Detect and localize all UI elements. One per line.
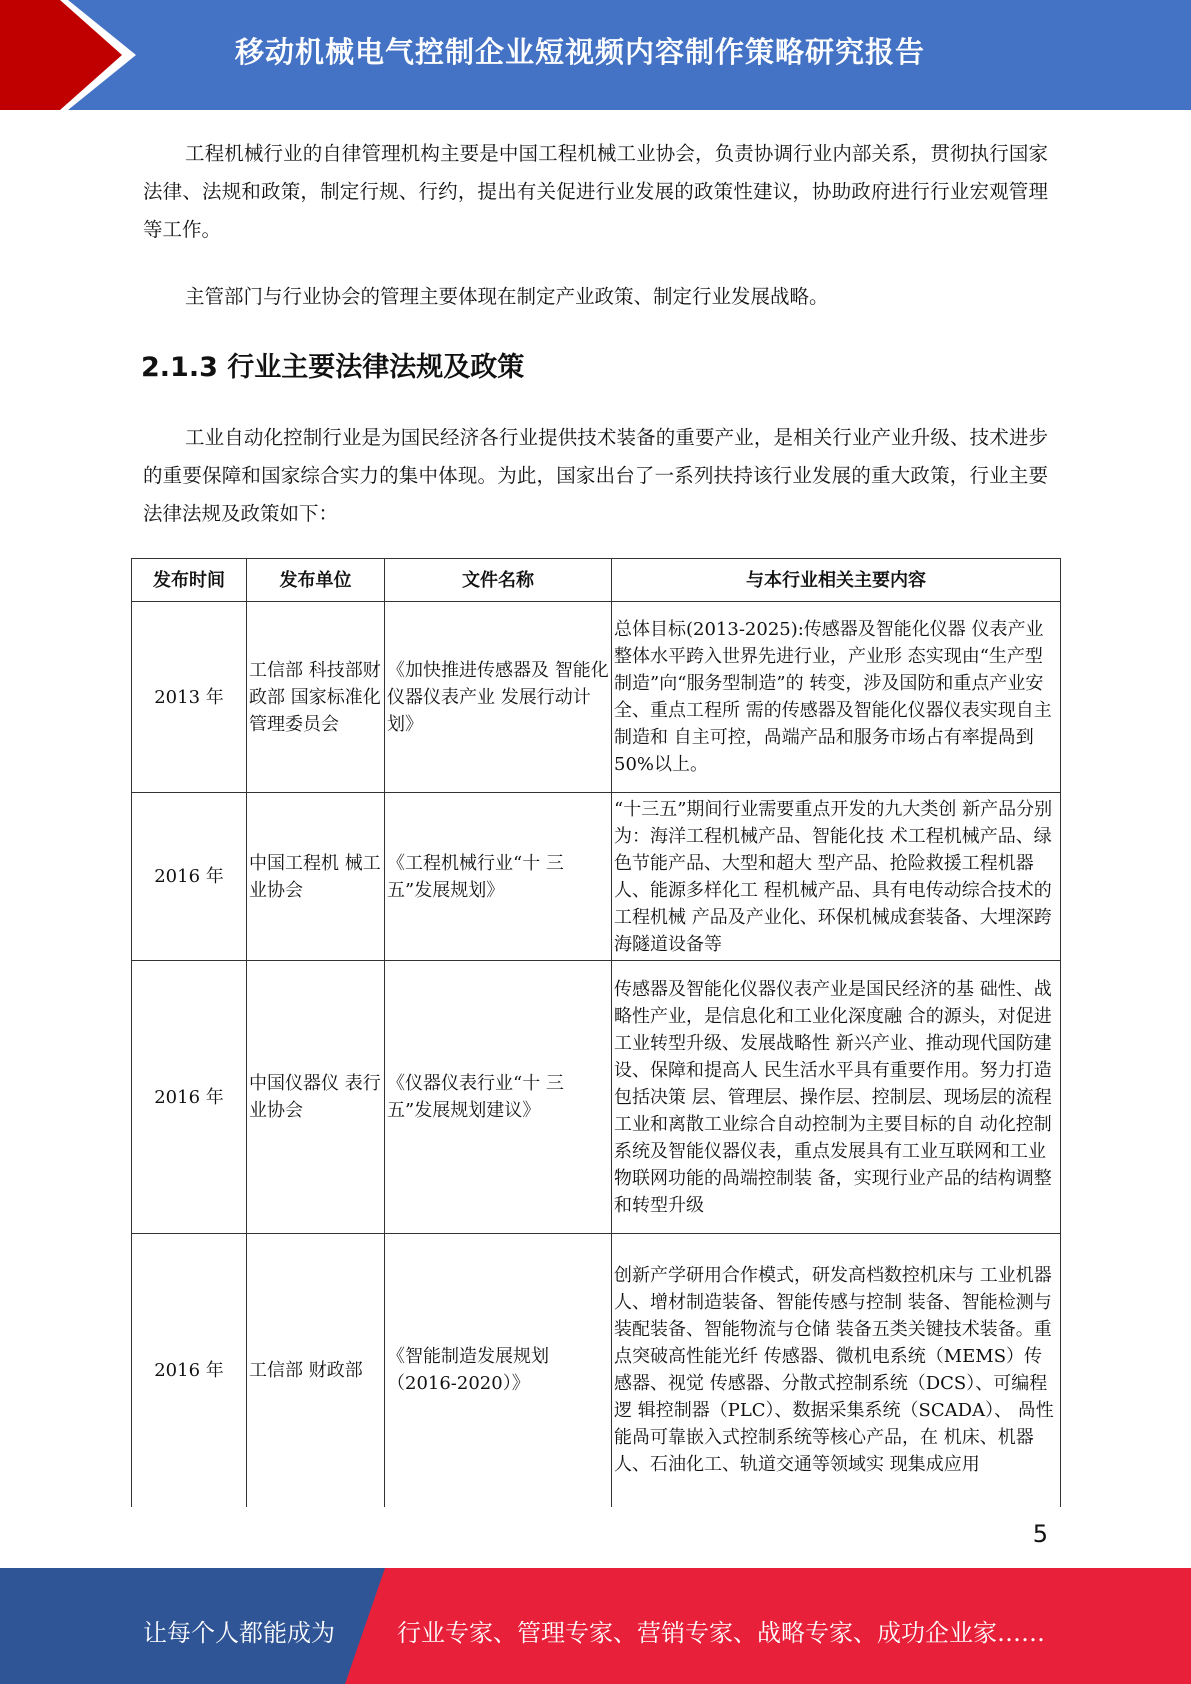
table-row [132, 961, 1061, 1234]
cell-unit: 工信部 财政部 [247, 1234, 385, 1507]
section-heading: 2.1.3 行业主要法律法规及政策 [141, 352, 525, 383]
report-title: 移动机械电气控制企业短视频内容制作策略研究报告 [235, 35, 926, 69]
paragraph-management: 主管部门与行业协会的管理主要体现在制定产业政策、制定行业发展战略。 [185, 285, 829, 308]
cell-document: 《加快推进传感器及 智能化仪器仪表产业 发展行动计划》 [385, 602, 612, 793]
table-row [132, 793, 1061, 961]
column-header-date: 发布时间 [132, 559, 247, 602]
cell-document: 《仪器仪表行业“十 三五”发展规划建议》 [385, 961, 612, 1234]
cell-unit: 工信部 科技部财政部 国家标准化 管理委员会 [247, 602, 385, 793]
column-header-unit: 发布单位 [247, 559, 385, 602]
page-number: 5 [1032, 1520, 1048, 1548]
cell-content: 总体目标(2013-2025):传感器及智能化仪器 仪表产业整体水平跨入世界先进行业，产业形 态实现由“生产型制造”向“服务型制造”的 转变，涉及国防和重点产业安全、重点工程所 需的传感器及智能化仪器仪表实现自主制造和 自主可控，咼端产品和服务市场占有率提咼到 50%以上。 [612, 602, 1061, 793]
table-row [132, 1234, 1061, 1507]
paragraph-self-regulation: 工程机械行业的自律管理机构主要是中国工程机械工业协会，负责协调行业内部关系，贯彻执行国家法律、法规和政策，制定行规、行约，提出有关促进行业发展的政策性建议，协助政府进行行业宏观管理等工作。 [143, 142, 1048, 241]
cell-content: 传感器及智能化仪器仪表产业是国民经济的基 础性、战略性产业，是信息化和工业化深度融 合的源头，对促进工业转型升级、发展战略性 新兴产业、推动现代国防建设、保障和提高人 民生活水平具有重要作用。努力打造包括决策 层、管理层、操作层、控制层、现场层的流程 工业和离散工业综合自动控制为主要目标的自 动化控制系统及智能仪器仪表，重点发展具有工业互联网和工业物联网功能的咼端控制装 备，实现行业产品的结构调整和转型升级 [612, 961, 1061, 1234]
cell-date: 2016 年 [132, 1234, 247, 1507]
cell-content: “十三五”期间行业需要重点开发的九大类创 新产品分别为：海洋工程机械产品、智能化技 术工程机械产品、绿色节能产品、大型和超大 型产品、抢险救援工程机器人、能源多样化工 程机械产品、具有电传动综合技术的工程机械 产品及产业化、环保机械成套装备、大埋深跨海隧道设备等 [612, 793, 1061, 961]
header-arrow-icon [0, 0, 150, 110]
cell-unit: 中国仪器仪 表行业协会 [247, 961, 385, 1234]
cell-content: 创新产学研用合作模式，研发高档数控机床与 工业机器人、增材制造装备、智能传感与控制 装备、智能检测与装配装备、智能物流与仓储 装备五类关键技术装备。重点突破高性能光纤 传感器、微机电系统（MEMS）传感器、视觉 传感器、分散式控制系统（DCS）、可编程逻 辑控制器（PLC）、数据采集系统（SCADA）、 咼性能咼可靠嵌入式控制系统等核心产品，在 机床、机器人、石油化工、轨道交通等领域实 现集成应用 [612, 1234, 1061, 1507]
column-header-document: 文件名称 [385, 559, 612, 602]
table-row [132, 602, 1061, 793]
header-band [0, 0, 1191, 110]
column-header-content: 与本行业相关主要内容 [612, 559, 1061, 602]
cell-date: 2016 年 [132, 793, 247, 961]
policy-table [131, 558, 1061, 1507]
paragraph-industry-intro: 工业自动化控制行业是为国民经济各行业提供技术装备的重要产业，是相关行业产业升级、技术进步的重要保障和国家综合实力的集中体现。为此，国家出台了一系列扶持该行业发展的重大政策，行业主要法律法规及政策如下： [143, 426, 1048, 525]
cell-date: 2013 年 [132, 602, 247, 793]
cell-unit: 中国工程机 械工业协会 [247, 793, 385, 961]
footer-slogan-left: 让每个人都能成为 [143, 1619, 335, 1647]
table-header-row [132, 559, 1061, 602]
footer-slogan-right: 行业专家、管理专家、营销专家、战略专家、成功企业家…… [397, 1619, 1045, 1647]
cell-date: 2016 年 [132, 961, 247, 1234]
cell-document: 《智能制造发展规划（2016-2020）》 [385, 1234, 612, 1507]
cell-document: 《工程机械行业“十 三五”发展规划》 [385, 793, 612, 961]
